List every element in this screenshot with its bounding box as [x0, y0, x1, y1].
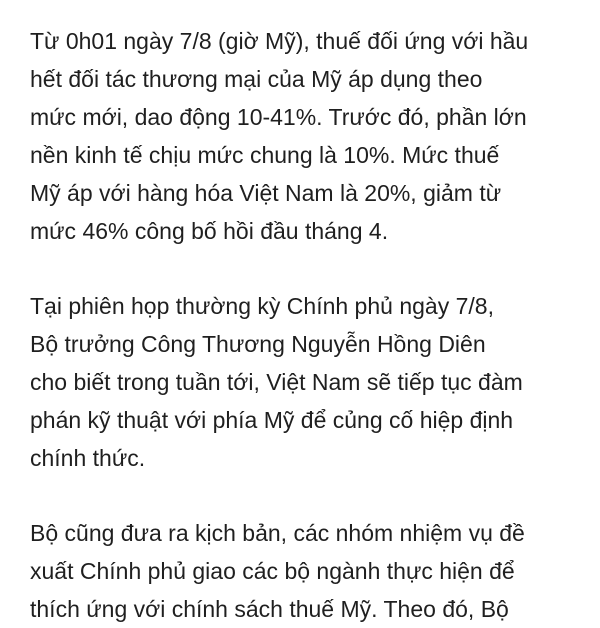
text-line: thích ứng với chính sách thuế Mỹ. Theo đó, Bộ [30, 596, 509, 622]
text-line: Tại phiên họp thường kỳ Chính phủ ngày 7/8, [30, 293, 494, 319]
text-line: chính thức. [30, 445, 146, 471]
text-line: nền kinh tế chịu mức chung là 10%. Mức thuế [30, 142, 500, 168]
text-line: mức 46% công bố hồi đầu tháng 4. [30, 218, 389, 244]
text-line: Mỹ áp với hàng hóa Việt Nam là 20%, giảm từ [30, 180, 502, 206]
text-line: Bộ cũng đưa ra kịch bản, các nhóm nhiệm vụ đề [30, 520, 525, 546]
text-line: phán kỹ thuật với phía Mỹ để củng cố hiệp định [30, 407, 514, 433]
text-line: mức mới, dao động 10-41%. Trước đó, phần lớn [30, 104, 527, 130]
paragraph-tariff-rates [30, 22, 528, 250]
text-line: hết đối tác thương mại của Mỹ áp dụng theo [30, 66, 483, 92]
paragraph-ministry-scenario [30, 514, 525, 628]
paragraph-government-meeting [30, 287, 523, 477]
text-line: xuất Chính phủ giao các bộ ngành thực hiện để [30, 558, 515, 584]
text-line: Bộ trưởng Công Thương Nguyễn Hồng Diên [30, 331, 486, 357]
text-line: cho biết trong tuần tới, Việt Nam sẽ tiếp tục đàm [30, 369, 523, 395]
text-line: Từ 0h01 ngày 7/8 (giờ Mỹ), thuế đối ứng với hầu [30, 28, 529, 54]
